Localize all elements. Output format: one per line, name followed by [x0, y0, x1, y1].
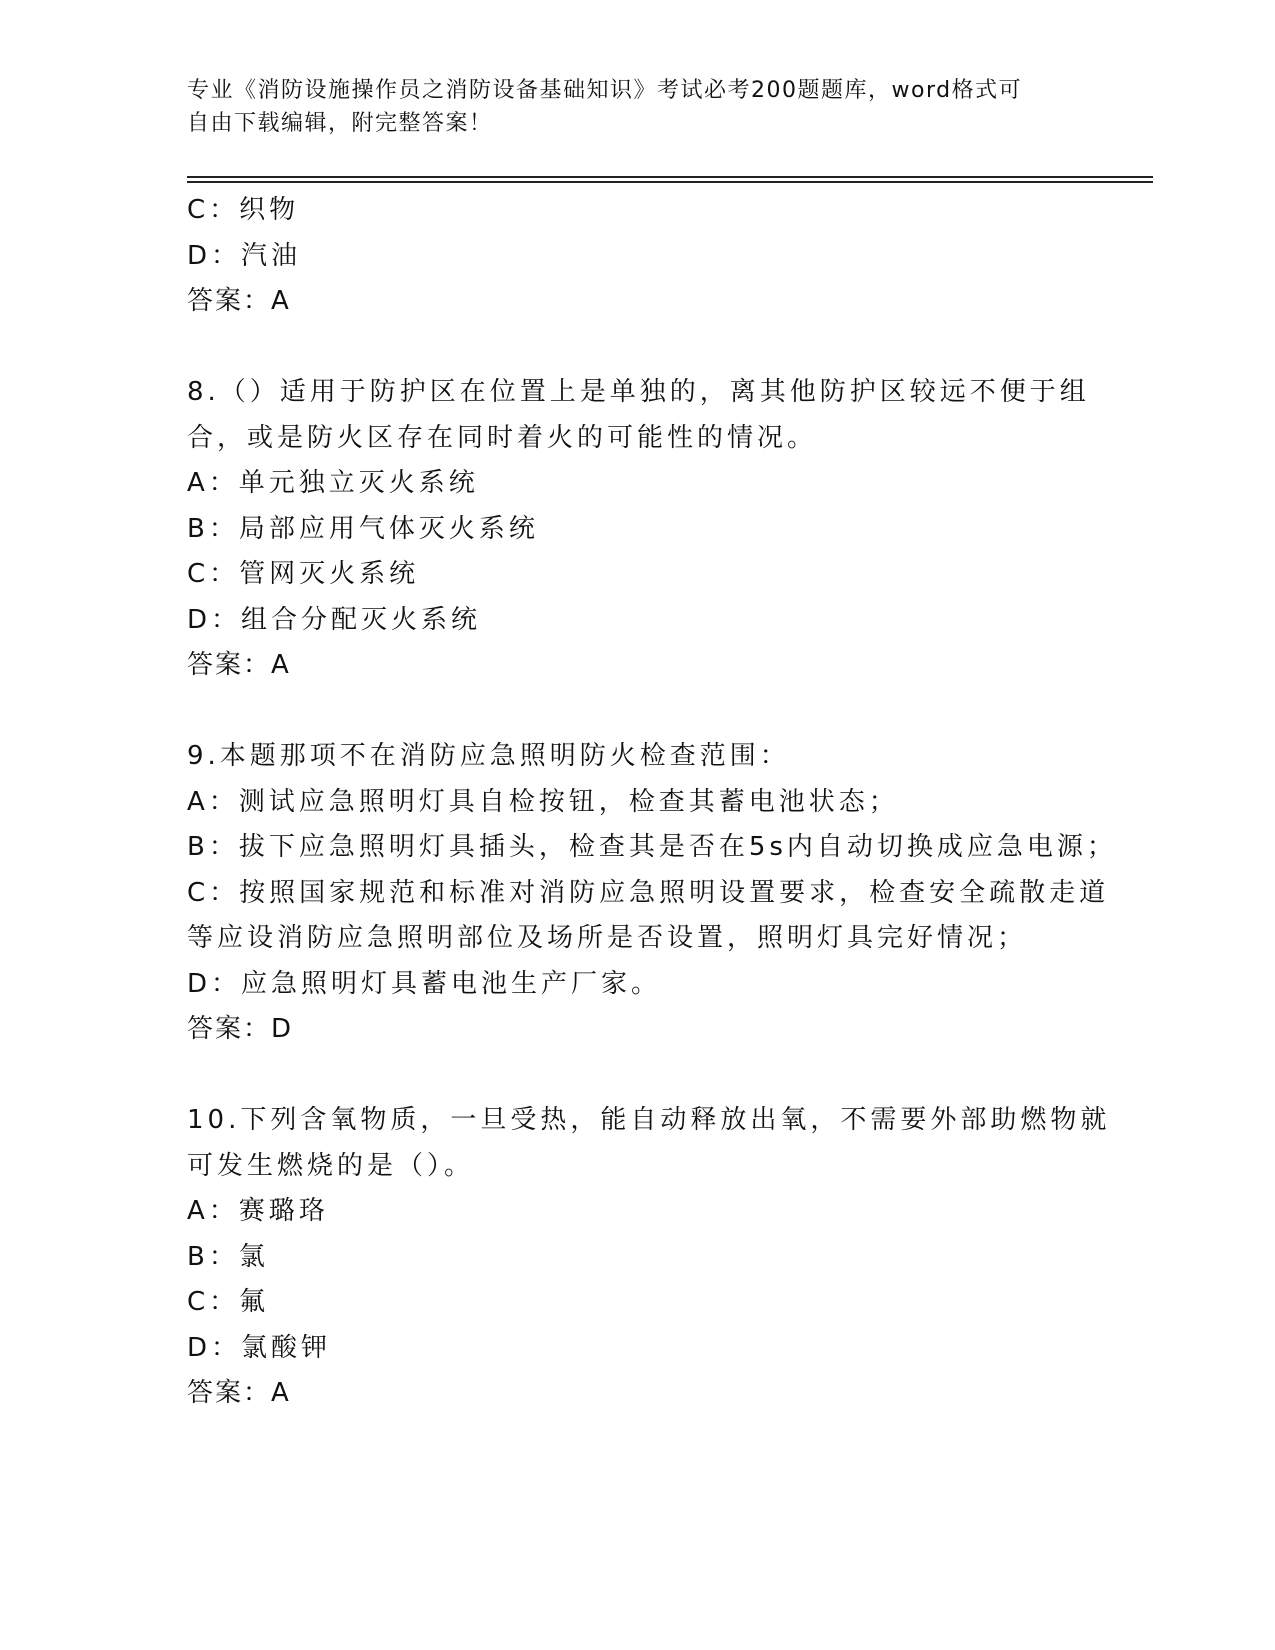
- option-d: D：氯酸钾: [187, 1332, 332, 1363]
- question-8: [187, 370, 1090, 689]
- option-d: D：汽油: [187, 240, 302, 271]
- option-b: B：氯: [187, 1241, 269, 1272]
- answer: 答案：A: [187, 650, 291, 680]
- option-a: A：测试应急照明灯具自检按钮，检查其蓄电池状态；: [187, 786, 899, 817]
- option-d: D：组合分配灭火系统: [187, 604, 482, 635]
- header-divider-top: [187, 176, 1153, 178]
- question-9: [187, 734, 1117, 1053]
- question-stem-line-1: 8.（）适用于防护区在位置上是单独的，离其他防护区较远不便于组: [187, 377, 1090, 407]
- answer: 答案：A: [187, 1378, 291, 1408]
- option-b: B：拔下应急照明灯具插头，检查其是否在5s内自动切换成应急电源；: [187, 832, 1117, 862]
- answer: 答案：A: [187, 286, 291, 316]
- option-c-line-1: C：按照国家规范和标准对消防应急照明设置要求，检查安全疏散走道: [187, 877, 1110, 908]
- option-a: A：赛璐珞: [187, 1196, 329, 1226]
- question-10: [187, 1098, 1111, 1417]
- answer: 答案：D: [187, 1014, 294, 1044]
- option-d: D：应急照明灯具蓄电池生产厂家。: [187, 968, 662, 999]
- option-a: A：单元独立灭火系统: [187, 468, 479, 498]
- question-stem-line-1: 10.下列含氧物质，一旦受热，能自动释放出氧，不需要外部助燃物就: [187, 1105, 1111, 1135]
- header-divider-bottom: [187, 181, 1153, 183]
- option-c: C：氟: [187, 1287, 270, 1317]
- question-7-tail: [187, 188, 1087, 325]
- document-body: [187, 188, 1117, 1417]
- question-stem: 9.本题那项不在消防应急照明防火检查范围：: [187, 741, 790, 771]
- option-c: C：管网灭火系统: [187, 559, 420, 589]
- header-line-2: 自由下载编辑，附完整答案！: [187, 111, 493, 136]
- option-b: B：局部应用气体灭火系统: [187, 513, 539, 544]
- option-c: C：织物: [187, 195, 300, 225]
- question-stem-line-2: 合，或是防火区存在同时着火的可能性的情况。: [187, 422, 818, 453]
- option-c-line-2: 等应设消防应急照明部位及场所是否设置，照明灯具完好情况；: [187, 923, 1028, 953]
- question-stem-line-2: 可发生燃烧的是（）。: [187, 1150, 475, 1181]
- document-header: [187, 74, 1067, 140]
- header-line-1: 专业《消防设施操作员之消防设备基础知识》考试必考200题题库，word格式可: [187, 78, 1023, 103]
